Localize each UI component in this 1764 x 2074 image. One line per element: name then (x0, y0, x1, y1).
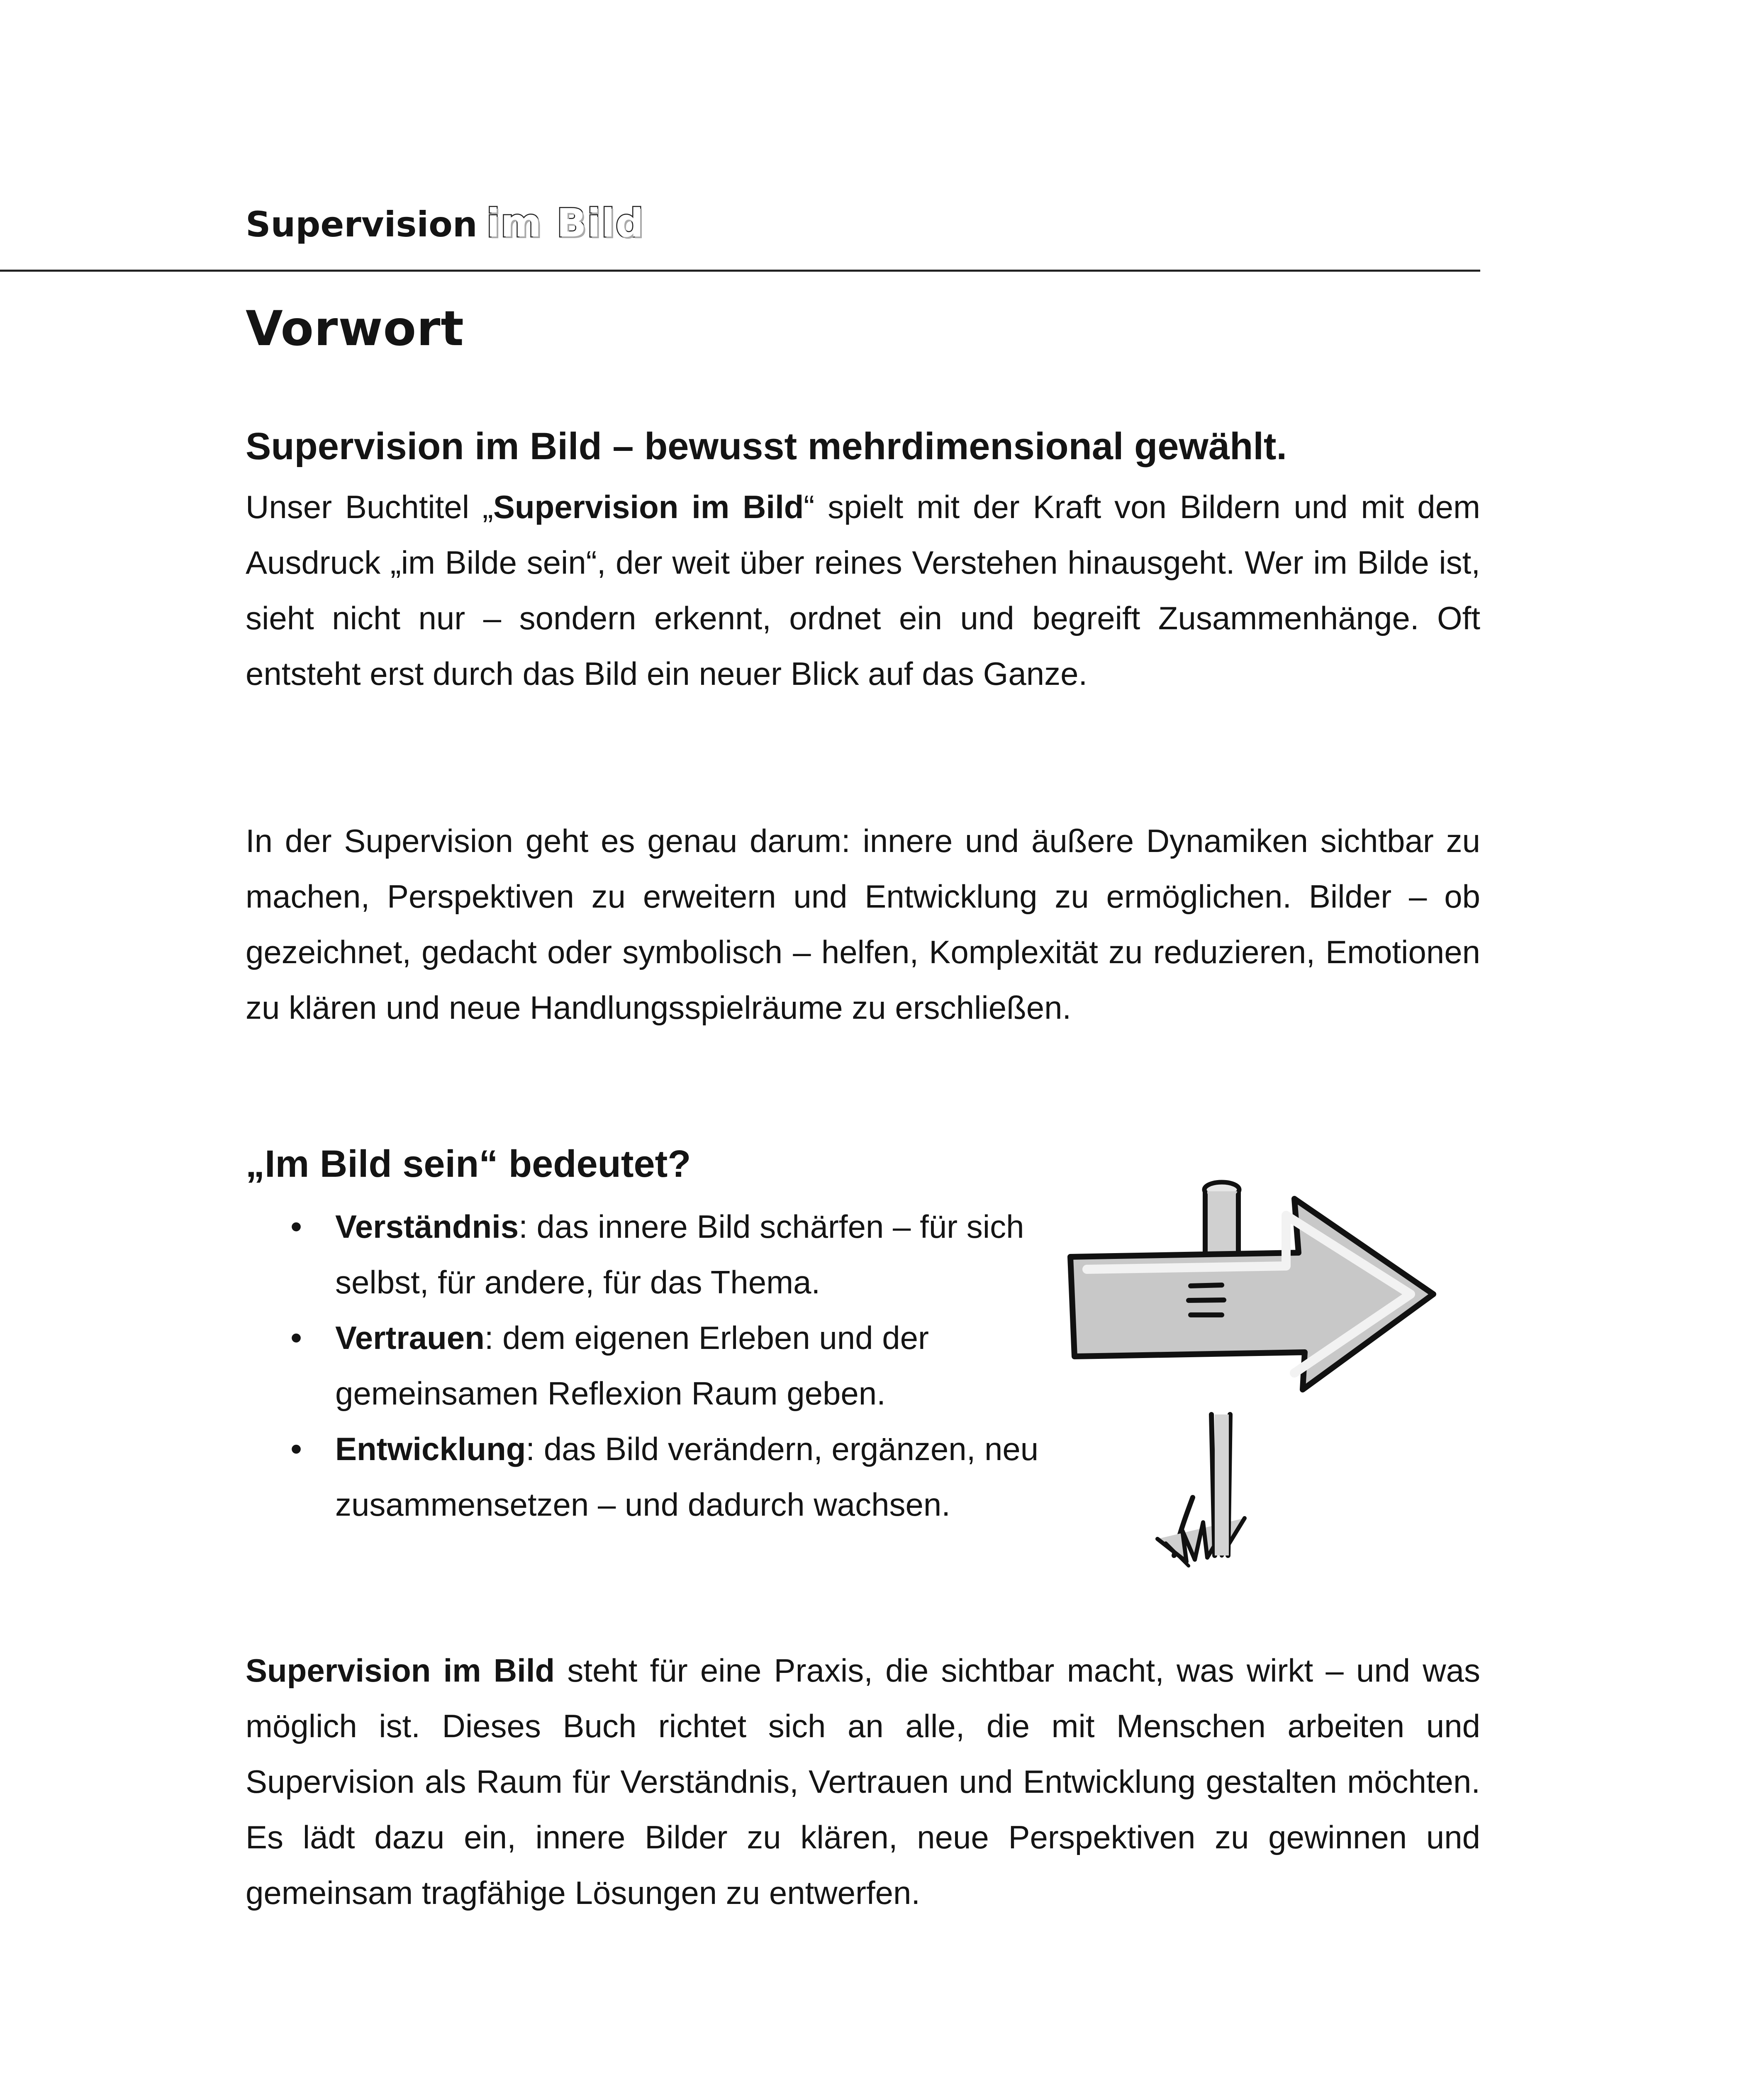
list-item (290, 1421, 1054, 1532)
list-item-term: Verständnis (335, 1208, 519, 1245)
list-item-term: Vertrauen (335, 1319, 485, 1356)
signpost-illustration (1062, 1157, 1469, 1580)
list-item (290, 1199, 1054, 1310)
paragraph-3 (246, 1643, 1480, 1921)
running-header-accent: im Bild (486, 201, 644, 246)
running-header-title: Supervision (246, 204, 478, 245)
section-heading-2: „Im Bild sein“ bedeutet? (246, 1143, 691, 1185)
paragraph-2: In der Supervision geht es genau darum: innere und äußere Dynamiken sichtbar zu machen, Perspektiven zu erweitern und Entwicklung zu ermöglichen. Bilder – ob gezeichnet, gedacht oder symbolisch – helfen, Komplexität zu reduzieren, Emotionen zu klären und neue Handlungsspielräume zu erschließen. (246, 823, 1480, 1026)
list-item-text: : das Bild verändern, ergänzen, neu zusammensetzen – und dadurch wachsen. (335, 1431, 1039, 1523)
header-divider (0, 270, 1480, 272)
list-item-text: : dem eigenen Erleben und der gemeinsamen Reflexion Raum geben. (335, 1319, 929, 1412)
list-item-term: Entwicklung (335, 1431, 526, 1467)
section-heading-1: Supervision im Bild – bewusst mehrdimensional gewählt. (246, 425, 1287, 467)
bullet-icon: • (290, 1319, 302, 1356)
list-item-text: : das innere Bild schärfen – für sich selbst, für andere, für das Thema. (335, 1208, 1024, 1300)
paragraph-1-rest: “ spielt mit der Kraft von Bildern und mit dem Ausdruck „im Bilde sein“, der weit über reines Verstehen hinausgeht. Wer im Bilde ist, sieht nicht nur – sondern erkennt, ordnet ein und begreift Zusammenhänge. Oft entsteht erst durch das Bild ein neuer Blick auf das Ganze. (246, 489, 1480, 692)
paragraph-1 (246, 479, 1480, 701)
bullet-icon: • (290, 1208, 302, 1245)
paragraph-3-emphasis: Supervision im Bild (246, 1652, 555, 1689)
bullet-icon: • (290, 1430, 302, 1467)
list-item (290, 1310, 1054, 1421)
running-header (246, 201, 644, 246)
paragraph-3-rest: steht für eine Praxis, die sichtbar macht, was wirkt – und was möglich ist. Dieses Buch richtet sich an alle, die mit Menschen arbeiten und Supervision als Raum für Verständnis, Vertrauen und Entwicklung gestalten möchten. Es lädt dazu ein, innere Bilder zu klären, neue Perspektiven zu gewinnen und gemeinsam tragfähige Lösungen zu entwerfen. (246, 1652, 1480, 1911)
paragraph-1-start: Unser Buchtitel „ (246, 489, 493, 525)
bullet-list (290, 1199, 1054, 1532)
page-title: Vorwort (246, 301, 464, 357)
paragraph-1-emphasis: Supervision im Bild (493, 489, 804, 525)
